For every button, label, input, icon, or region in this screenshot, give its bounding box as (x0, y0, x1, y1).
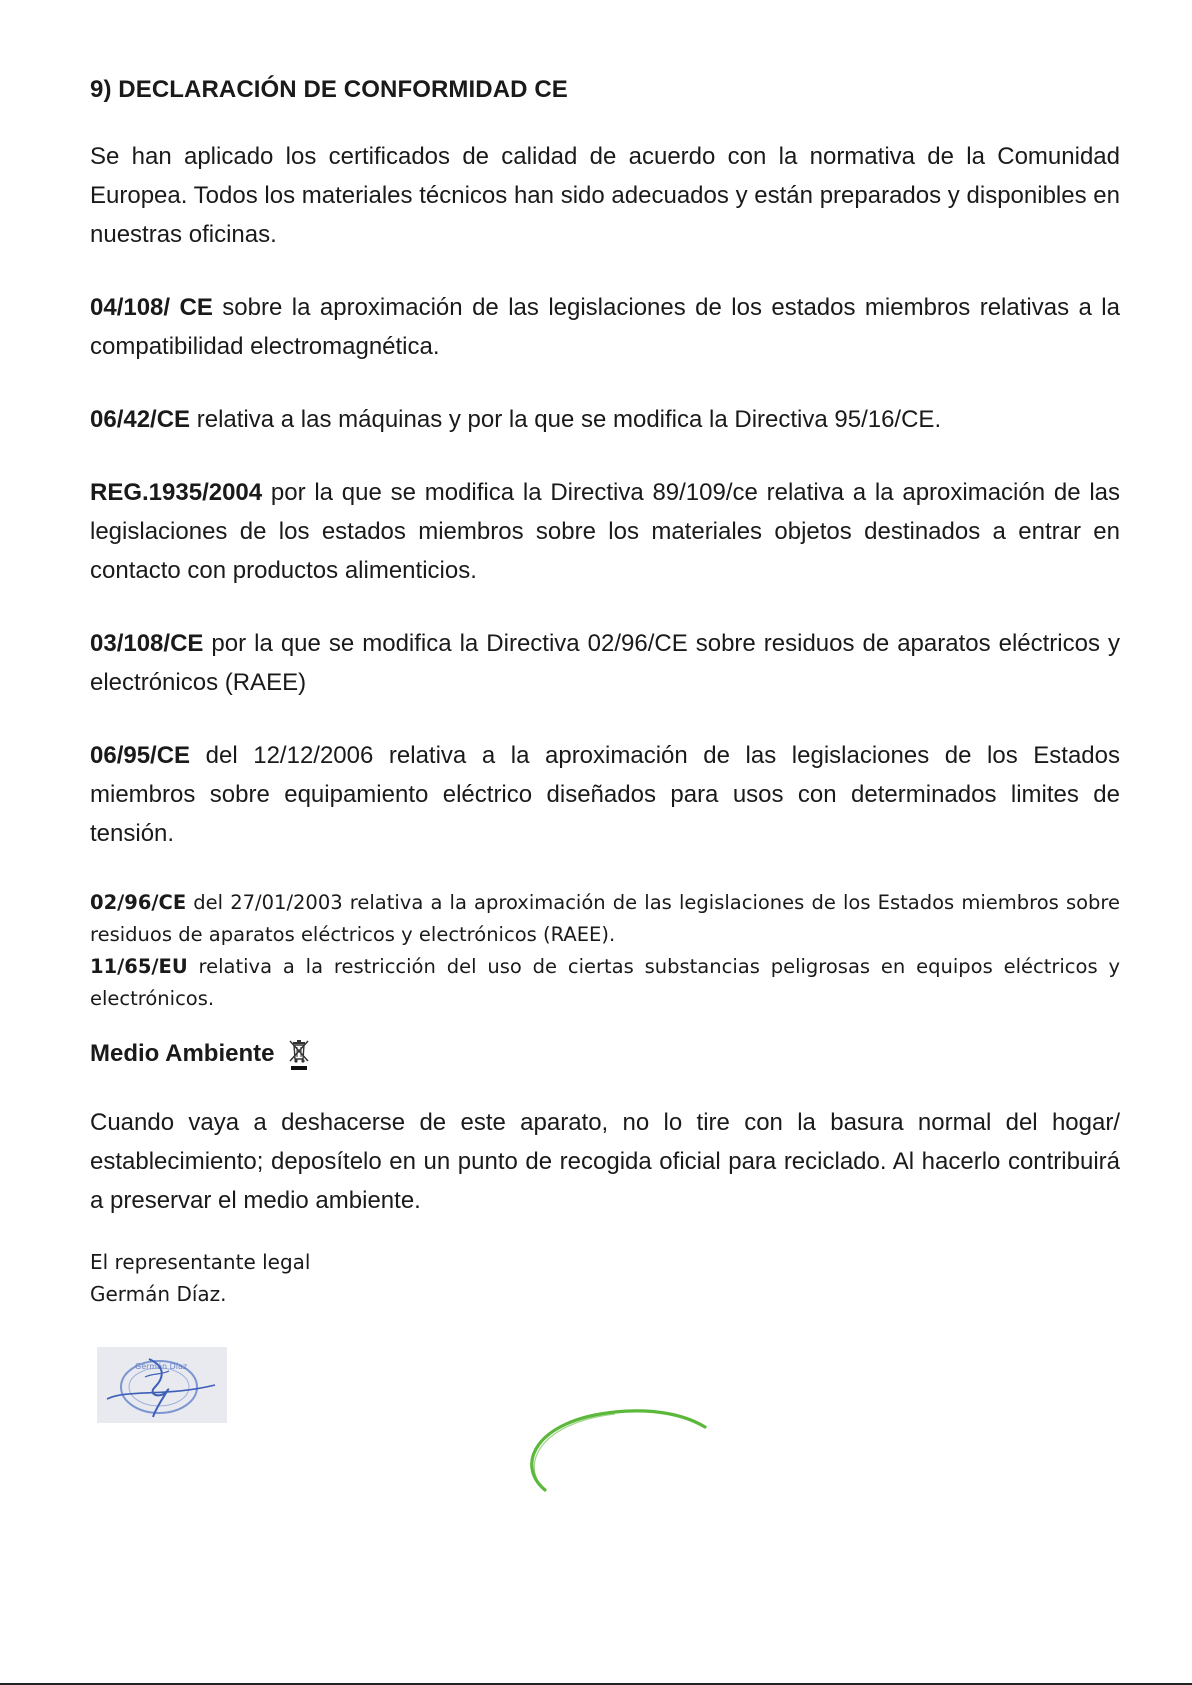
intro-paragraph: Se han aplicado los certificados de calidad de acuerdo con la normativa de la Comunidad Europea. Todos los materiales técnicos han sido adecuados y están preparados y disponibles en nuestras oficinas. (90, 143, 1120, 248)
directive-paragraph-weee (90, 624, 1120, 702)
directive-paragraph-food-contact (90, 473, 1120, 590)
directive-code: 11/65/EU (90, 955, 188, 978)
directive-code: 04/108/ CE (90, 294, 213, 321)
directive-text: por la que se modifica la Directiva 02/96/CE sobre residuos de aparatos eléctricos y electrónicos (RAEE) (90, 630, 1120, 696)
directive-paragraph-low-voltage (90, 736, 1120, 853)
section-title: 9) DECLARACIÓN DE CONFORMIDAD CE (90, 76, 568, 103)
directive-code: 02/96/CE (90, 891, 187, 914)
stamp-text: Germán Díaz (135, 1362, 188, 1371)
directive-code: REG.1935/2004 (90, 479, 263, 506)
signatory-role: El representante legal (90, 1250, 311, 1274)
document-content (90, 76, 1120, 1310)
signature-stamp-image (97, 1347, 227, 1423)
weee-crossed-bin-icon (286, 1035, 312, 1073)
directive-code: 03/108/CE (90, 630, 204, 657)
directive-text: del 12/12/2006 relativa a la aproximación de las legislaciones de los Estados miembros sobre equipamiento eléctrico diseñados para usos con determinados limites de tensión. (90, 742, 1120, 847)
directive-code: 06/95/CE (90, 742, 191, 769)
small-directives-block (90, 887, 1120, 1015)
directive-text: del 27/01/2003 relativa a la aproximación de las legislaciones de los Estados miembros sobre residuos de aparatos eléctricos y electrónicos (RAEE). (90, 891, 1120, 946)
environment-title-text: Medio Ambiente (90, 1040, 275, 1067)
signature-block (90, 1246, 1120, 1310)
directive-text: relativa a la restricción del uso de ciertas substancias peligrosas en equipos eléctricos y electrónicos. (90, 955, 1120, 1010)
directive-code: 06/42/CE (90, 406, 191, 433)
directive-paragraph-rohs (90, 951, 1120, 1015)
green-swoosh-logo (515, 1405, 715, 1495)
directive-paragraph-machinery (90, 400, 1120, 439)
directive-text: relativa a las máquinas y por la que se modifica la Directiva 95/16/CE. (190, 406, 942, 433)
directive-text: por la que se modifica la Directiva 89/109/ce relativa a la aproximación de las legislaciones de los estados miembros sobre los materiales objetos destinados a entrar en contacto con productos alimenticios. (90, 479, 1120, 584)
environment-title (90, 1035, 1120, 1073)
directive-text: sobre la aproximación de las legislaciones de los estados miembros relativas a la compatibilidad electromagnética. (90, 294, 1120, 360)
environment-paragraph: Cuando vaya a deshacerse de este aparato, no lo tire con la basura normal del hogar/ establecimiento; deposítelo en un punto de recogida oficial para reciclado. Al hacerlo contribuirá a preservar el medio ambiente. (90, 1109, 1120, 1214)
directive-paragraph-emc (90, 288, 1120, 366)
signatory-name: Germán Díaz. (90, 1282, 227, 1306)
directive-paragraph-raee (90, 887, 1120, 951)
